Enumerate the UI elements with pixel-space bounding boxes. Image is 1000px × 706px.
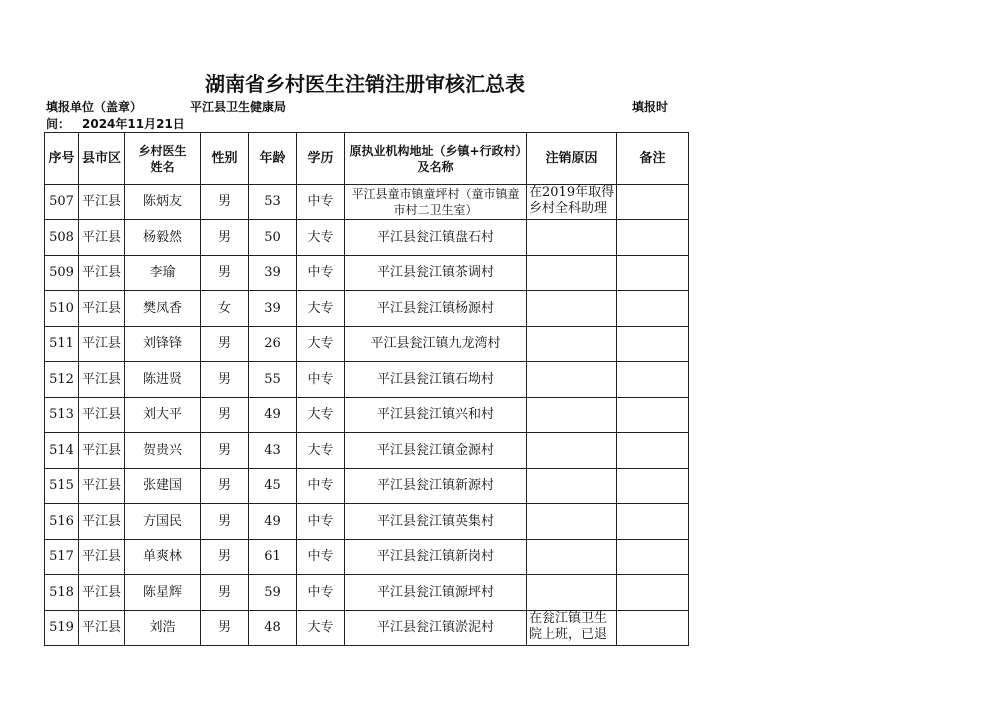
fill-time-label: 填报时 (632, 100, 669, 114)
cell-gender: 男 (201, 540, 249, 575)
cell-name: 单爽林 (125, 540, 201, 575)
cell-gender: 男 (201, 504, 249, 540)
cell-address: 平江县瓮江镇茶调村 (345, 256, 527, 291)
cell-remark (617, 327, 689, 362)
cell-reason (527, 575, 617, 611)
cell-reason (527, 220, 617, 256)
cell-edu: 中专 (297, 540, 345, 575)
table-row (45, 362, 689, 398)
cell-name: 方国民 (125, 504, 201, 540)
cell-reason-text (527, 291, 616, 325)
page-title: 湖南省乡村医生注销注册审核汇总表 (205, 72, 525, 96)
cell-reason-text: 在瓮江镇卫生院上班，已退 (529, 611, 608, 642)
cell-address: 平江县瓮江镇新源村 (345, 469, 527, 504)
cell-edu: 中专 (297, 362, 345, 398)
table-row (45, 469, 689, 504)
cell-age: 26 (249, 327, 297, 362)
cell-reason (527, 327, 617, 362)
cell-age: 45 (249, 469, 297, 504)
cell-remark (617, 433, 689, 469)
cell-reason (527, 291, 617, 327)
cell-reason (527, 504, 617, 540)
cell-county: 平江县 (79, 504, 125, 540)
cell-reason-text (527, 362, 616, 396)
cell-reason (527, 362, 617, 398)
header-reason: 注销原因 (527, 133, 617, 185)
table-row (45, 327, 689, 362)
cell-address: 平江县瓮江镇石坳村 (345, 362, 527, 398)
unit-value: 平江县卫生健康局 (190, 100, 287, 114)
cell-reason (527, 611, 617, 646)
table-row (45, 575, 689, 611)
cell-seq: 514 (45, 433, 79, 469)
cell-gender: 男 (201, 433, 249, 469)
cell-address: 平江县瓮江镇英集村 (345, 504, 527, 540)
cell-remark (617, 611, 689, 646)
cell-address: 平江县瓮江镇九龙湾村 (345, 327, 527, 362)
cell-name: 杨毅然 (125, 220, 201, 256)
cell-gender: 男 (201, 185, 249, 220)
cell-address: 平江县瓮江镇淤泥村 (345, 611, 527, 646)
cell-seq: 509 (45, 256, 79, 291)
cell-county: 平江县 (79, 362, 125, 398)
table-row (45, 611, 689, 646)
header-remark: 备注 (617, 133, 689, 185)
table-row (45, 433, 689, 469)
cell-edu: 中专 (297, 256, 345, 291)
fill-time-label-cont: 间： (46, 117, 71, 131)
cell-age: 50 (249, 220, 297, 256)
cell-remark (617, 504, 689, 540)
cell-reason-text (527, 398, 616, 432)
cell-reason-text (527, 433, 616, 467)
cell-reason-text (527, 327, 616, 361)
cell-remark (617, 469, 689, 504)
header-name (125, 133, 201, 185)
cell-seq: 518 (45, 575, 79, 611)
cell-seq: 517 (45, 540, 79, 575)
cell-seq: 519 (45, 611, 79, 646)
cell-age: 55 (249, 362, 297, 398)
cell-name: 贺贵兴 (125, 433, 201, 469)
cell-reason (527, 540, 617, 575)
cell-age: 53 (249, 185, 297, 220)
cell-address (345, 185, 527, 220)
cell-address: 平江县瓮江镇盘石村 (345, 220, 527, 256)
header-row (45, 133, 689, 185)
cell-name: 陈星辉 (125, 575, 201, 611)
table-row (45, 504, 689, 540)
cell-county: 平江县 (79, 469, 125, 504)
cell-county: 平江县 (79, 291, 125, 327)
cell-edu: 中专 (297, 575, 345, 611)
cell-reason (527, 256, 617, 291)
cell-county: 平江县 (79, 185, 125, 220)
cell-seq: 516 (45, 504, 79, 540)
cell-reason-text (527, 256, 616, 290)
cell-age: 61 (249, 540, 297, 575)
cell-remark (617, 185, 689, 220)
cell-address: 平江县瓮江镇兴和村 (345, 398, 527, 433)
cell-edu: 中专 (297, 504, 345, 540)
header-address-text: 原执业机构地址（乡镇+行政村）及名称 (349, 143, 522, 174)
cell-remark (617, 575, 689, 611)
table-row (45, 256, 689, 291)
table-row (45, 291, 689, 327)
cell-reason (527, 469, 617, 504)
cell-gender: 男 (201, 398, 249, 433)
cell-remark (617, 540, 689, 575)
cell-address: 平江县瓮江镇杨源村 (345, 291, 527, 327)
cell-reason-text: 在2019年取得乡村全科助理 (529, 185, 615, 216)
table-row (45, 398, 689, 433)
cell-seq: 507 (45, 185, 79, 220)
cell-seq: 515 (45, 469, 79, 504)
cell-name: 刘浩 (125, 611, 201, 646)
cell-remark (617, 291, 689, 327)
cell-edu: 大专 (297, 220, 345, 256)
cell-county: 平江县 (79, 433, 125, 469)
cell-seq: 511 (45, 327, 79, 362)
cell-county: 平江县 (79, 327, 125, 362)
cell-address: 平江县瓮江镇金源村 (345, 433, 527, 469)
cell-edu: 大专 (297, 327, 345, 362)
cell-age: 39 (249, 291, 297, 327)
cell-edu: 大专 (297, 398, 345, 433)
cell-county: 平江县 (79, 540, 125, 575)
cell-reason-text (527, 504, 616, 538)
cell-age: 39 (249, 256, 297, 291)
cell-edu: 中专 (297, 469, 345, 504)
cell-gender: 男 (201, 362, 249, 398)
cell-name: 张建国 (125, 469, 201, 504)
cell-county: 平江县 (79, 398, 125, 433)
cell-reason (527, 398, 617, 433)
cell-county: 平江县 (79, 575, 125, 611)
cell-age: 43 (249, 433, 297, 469)
cell-name: 陈进贤 (125, 362, 201, 398)
cell-name: 樊凤香 (125, 291, 201, 327)
cell-gender: 男 (201, 469, 249, 504)
cell-seq: 513 (45, 398, 79, 433)
cell-reason (527, 185, 617, 220)
doctor-table (44, 132, 689, 646)
header-seq: 序号 (45, 133, 79, 185)
cell-remark (617, 256, 689, 291)
cell-reason-text (527, 575, 616, 609)
cell-age: 48 (249, 611, 297, 646)
cell-address-text: 平江县童市镇童坪村（童市镇童市村二卫生室） (351, 187, 520, 217)
header-age: 年龄 (249, 133, 297, 185)
cell-county: 平江县 (79, 256, 125, 291)
cell-edu: 大专 (297, 433, 345, 469)
cell-reason-text (527, 540, 616, 574)
cell-gender: 男 (201, 256, 249, 291)
cell-county: 平江县 (79, 611, 125, 646)
cell-gender: 女 (201, 291, 249, 327)
header-edu: 学历 (297, 133, 345, 185)
cell-address: 平江县瓮江镇新岗村 (345, 540, 527, 575)
fill-time-value: 2024年11月21日 (82, 117, 185, 131)
cell-name: 刘大平 (125, 398, 201, 433)
cell-age: 59 (249, 575, 297, 611)
header-county: 县市区 (79, 133, 125, 185)
table-row (45, 540, 689, 575)
header-gender: 性别 (201, 133, 249, 185)
cell-name: 陈炳友 (125, 185, 201, 220)
cell-gender: 男 (201, 575, 249, 611)
cell-remark (617, 398, 689, 433)
cell-name: 刘锋锋 (125, 327, 201, 362)
cell-edu: 大专 (297, 611, 345, 646)
cell-seq: 510 (45, 291, 79, 327)
cell-county: 平江县 (79, 220, 125, 256)
cell-seq: 512 (45, 362, 79, 398)
header-name-text: 乡村医生姓名 (138, 143, 187, 174)
cell-reason-text (527, 469, 616, 503)
table-row (45, 185, 689, 220)
cell-edu: 大专 (297, 291, 345, 327)
cell-age: 49 (249, 398, 297, 433)
cell-address: 平江县瓮江镇源坪村 (345, 575, 527, 611)
cell-gender: 男 (201, 327, 249, 362)
cell-reason (527, 433, 617, 469)
cell-seq: 508 (45, 220, 79, 256)
unit-label: 填报单位（盖章） (46, 100, 143, 114)
table-row (45, 220, 689, 256)
cell-reason-text (527, 220, 616, 254)
header-address (345, 133, 527, 185)
cell-gender: 男 (201, 220, 249, 256)
cell-remark (617, 220, 689, 256)
cell-name: 李瑜 (125, 256, 201, 291)
cell-gender: 男 (201, 611, 249, 646)
cell-edu: 中专 (297, 185, 345, 220)
cell-remark (617, 362, 689, 398)
cell-age: 49 (249, 504, 297, 540)
